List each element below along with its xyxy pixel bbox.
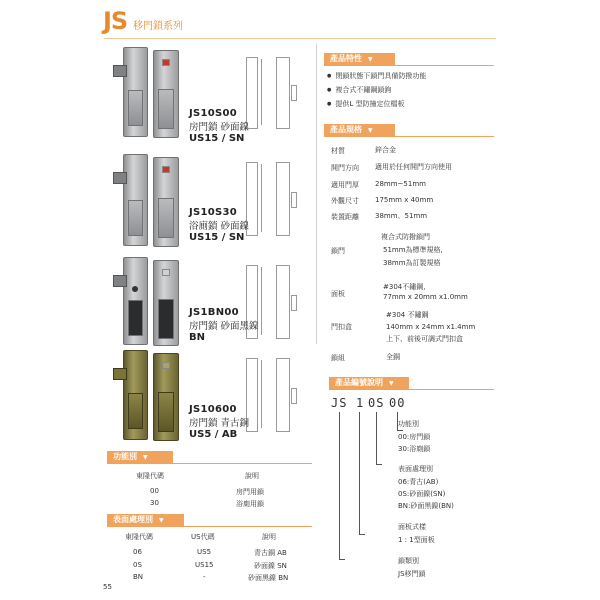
spec-value: 全銅 <box>386 353 400 361</box>
feature-item: ● 提供L 型防撞定位檔板 <box>327 99 405 109</box>
product-4-caption <box>189 404 249 440</box>
indicator-icon <box>162 269 170 276</box>
series-title: 移門鎖系列 <box>133 21 183 32</box>
spec-key: 面板 <box>331 290 345 298</box>
spec-key: 開門方向 <box>331 164 359 172</box>
product-finish: BN <box>189 332 205 343</box>
drawing-detail <box>291 85 297 101</box>
indicator-icon <box>162 59 170 66</box>
drawing-side <box>276 57 290 129</box>
spec-value: #304不鏽鋼, <box>383 283 426 291</box>
indicator-icon <box>162 362 170 369</box>
product-2-caption <box>189 207 249 243</box>
group-title: 表面處理別 <box>398 465 433 473</box>
code-part-js: JS <box>331 396 348 410</box>
finish-tag <box>107 514 184 526</box>
connector-line <box>376 412 377 464</box>
spec-value: 140mm x 24mm x1.4mm <box>386 323 476 331</box>
connector-line <box>339 559 345 560</box>
drawing-detail <box>291 192 297 208</box>
specs-tag <box>324 124 395 136</box>
brand-title: JS <box>103 7 128 35</box>
header-rule <box>104 38 496 39</box>
code-explain-tag <box>329 377 409 389</box>
drawing-detail <box>291 295 297 311</box>
finish-desc: 砂面鎳 SN <box>254 562 287 570</box>
code-explain-tag-label: 產品編號說明 <box>335 378 383 387</box>
indicator-icon <box>162 166 170 173</box>
door-plate-right <box>153 50 179 138</box>
group-item: 06:青古(AB) <box>398 478 439 486</box>
spec-value: 38mm為訂製規格 <box>383 259 441 267</box>
finish-desc: 砂面黑鎳 BN <box>248 574 289 582</box>
door-plate-right <box>153 260 179 346</box>
finish-header-code: 東隆代碼 <box>125 533 153 541</box>
feature-item: ● 複合式不鏽鋼鎖鉤 <box>327 85 391 95</box>
spec-key: 外觀尺寸 <box>331 197 359 205</box>
latch-bolt <box>113 65 127 77</box>
recess <box>158 89 174 129</box>
recess <box>158 392 174 432</box>
recess <box>158 299 174 339</box>
group-title: 功能別 <box>398 420 419 428</box>
connector-line <box>339 412 340 559</box>
finish-header-us: US代碼 <box>191 533 215 541</box>
product-name: 房門鎖 砂面鎳 <box>189 122 250 133</box>
spec-key: 鎖組 <box>331 354 345 362</box>
spec-key: 材質 <box>331 147 345 155</box>
recess <box>128 200 143 236</box>
product-finish: US15 / SN <box>189 232 245 243</box>
door-plate-left <box>123 257 148 345</box>
chevron-down-icon: ▼ <box>389 380 394 387</box>
recess <box>128 393 143 429</box>
finish-us: - <box>203 573 206 581</box>
finish-code: BN <box>133 573 144 581</box>
finish-code: 0S <box>133 561 142 569</box>
function-code: 00 <box>150 487 159 495</box>
connector-line <box>359 534 365 535</box>
dimension-line <box>261 59 262 125</box>
finish-us: US15 <box>195 561 214 569</box>
chevron-down-icon: ▼ <box>159 517 164 524</box>
spec-value: 38mm、51mm <box>375 212 428 220</box>
drawing-side <box>276 265 290 339</box>
keyhole-icon <box>132 286 138 292</box>
connector-line <box>376 464 382 465</box>
spec-value: 適用於任何開門方向使用 <box>375 163 452 171</box>
spec-value: 上下、前後可調式門扣盒 <box>386 335 463 343</box>
product-code: JS10S30 <box>189 207 238 218</box>
chevron-down-icon: ▼ <box>143 454 148 461</box>
product-code: JS10600 <box>189 404 237 415</box>
product-1-caption <box>189 108 249 144</box>
drawing-detail <box>291 388 297 404</box>
spec-value: 鋅合金 <box>375 146 396 154</box>
recess <box>158 198 174 238</box>
spec-value: 51mm為標準規格, <box>383 246 443 254</box>
group-item: 1 : 1型面板 <box>398 536 435 544</box>
code-part-panel: 1 <box>356 396 365 410</box>
door-plate-right <box>153 157 179 247</box>
function-header-desc: 說明 <box>245 472 259 480</box>
group-item: BN:砂面黑鎳(BN) <box>398 502 454 510</box>
function-code: 30 <box>150 499 159 507</box>
spec-value: 175mm x 40mm <box>375 196 434 204</box>
finish-us: US5 <box>197 548 212 556</box>
recess <box>128 300 143 336</box>
spec-key: 鎖門 <box>331 247 345 255</box>
specs-tag-rule <box>324 136 494 137</box>
group-title: 鎖類別 <box>398 557 419 565</box>
function-tag-label: 功能別 <box>113 452 137 461</box>
product-code: JS1BN00 <box>189 307 239 318</box>
code-part-finish: 0S <box>368 396 385 410</box>
feature-item: ● 閉鎖狀態下鎖門具備防撥功能 <box>327 71 426 81</box>
code-explain-tag-rule <box>329 389 494 390</box>
function-header-code: 東隆代碼 <box>136 472 164 480</box>
door-plate-right <box>153 353 179 441</box>
door-plate-left <box>123 350 148 440</box>
connector-line <box>359 412 360 534</box>
product-finish: US15 / SN <box>189 133 245 144</box>
dimension-line <box>261 360 262 428</box>
specs-tag-label: 產品規格 <box>330 125 362 134</box>
page-number: 55 <box>103 583 112 591</box>
drawing-side <box>276 358 290 432</box>
dimension-line <box>261 267 262 335</box>
door-plate-left <box>123 47 148 137</box>
function-desc: 浴廁用鎖 <box>236 500 264 508</box>
product-name: 浴廁鎖 砂面鎳 <box>189 221 250 232</box>
group-item: 0S:砂面鎳(SN) <box>398 490 446 498</box>
spec-value: 複合式防撥鎖門 <box>381 233 430 241</box>
group-item: 00:房門鎖 <box>398 433 431 441</box>
spec-key: 門扣盒 <box>331 323 352 331</box>
dimension-line <box>261 164 262 232</box>
spec-key: 適用門厚 <box>331 181 359 189</box>
spec-key: 裝置距離 <box>331 213 359 221</box>
function-tag <box>107 451 173 463</box>
group-item: JS移門鎖 <box>398 570 426 578</box>
spec-value: #304 不鏽鋼 <box>386 311 429 319</box>
code-part-function: 00 <box>389 396 406 410</box>
latch-bolt <box>113 275 127 287</box>
recess <box>128 90 143 126</box>
latch-bolt <box>113 368 127 380</box>
finish-tag-label: 表面處理別 <box>113 515 153 524</box>
column-divider <box>316 44 317 344</box>
drawing-side <box>276 162 290 236</box>
finish-header-desc: 說明 <box>262 533 276 541</box>
group-item: 30:浴廁鎖 <box>398 445 431 453</box>
product-finish: US5 / AB <box>189 429 238 440</box>
product-3-caption <box>189 307 259 343</box>
features-tag-rule <box>324 65 494 66</box>
finish-code: 06 <box>133 548 142 556</box>
product-name: 房門鎖 青古銅 <box>189 418 250 429</box>
function-tag-rule <box>107 463 312 464</box>
group-title: 面板式樣 <box>398 523 426 531</box>
spec-value: 28mm~51mm <box>375 180 426 188</box>
product-name: 房門鎖 砂面黑鎳 <box>189 321 259 332</box>
connector-line <box>397 430 403 431</box>
features-tag <box>324 53 395 65</box>
spec-value: 77mm x 20mm x1.0mm <box>383 293 468 301</box>
latch-bolt <box>113 172 127 184</box>
door-plate-left <box>123 154 148 246</box>
function-desc: 房門用鎖 <box>236 488 264 496</box>
finish-desc: 青古銅 AB <box>254 549 287 557</box>
chevron-down-icon: ▼ <box>368 127 373 134</box>
features-tag-label: 產品特性 <box>330 54 362 63</box>
product-code: JS10S00 <box>189 108 238 119</box>
finish-tag-rule <box>107 526 312 527</box>
chevron-down-icon: ▼ <box>368 56 373 63</box>
